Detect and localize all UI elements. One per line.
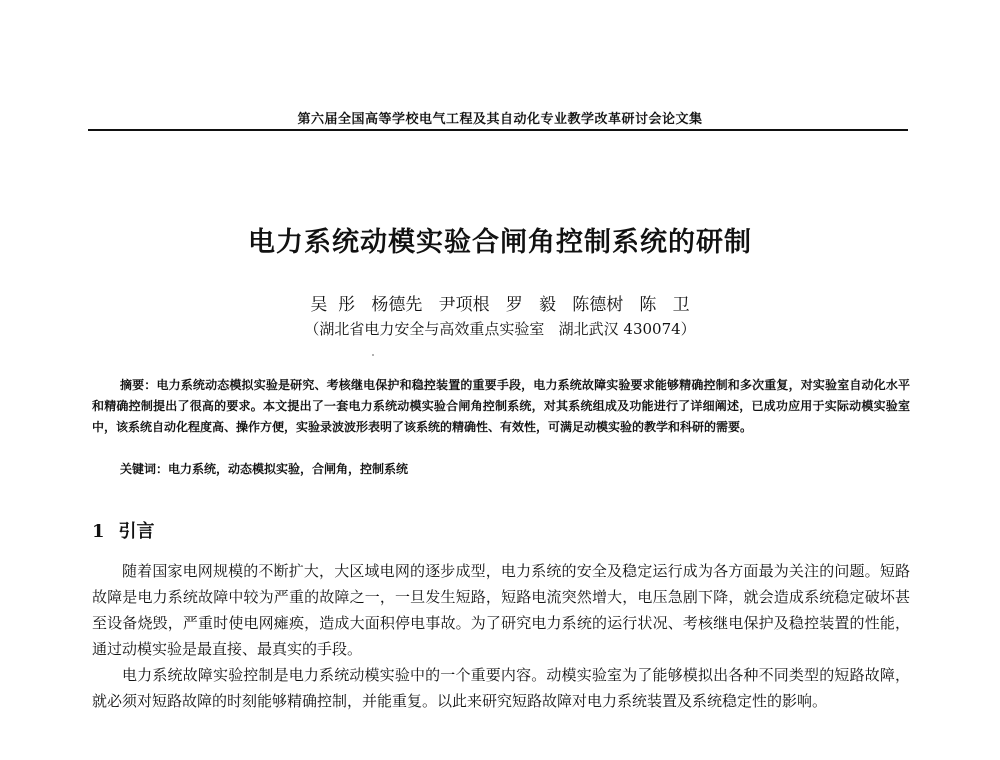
author-list: 吴 彤 杨德先 尹项根 罗 毅 陈德树 陈 卫: [310, 295, 690, 315]
body-paragraph: 随着国家电网规模的不断扩大，大区域电网的逐步成型，电力系统的安全及稳定运行成为各方面最为关注的问题。短路故障是电力系统故障中较为严重的故障之一，一旦发生短路，短路电流突然增大，电压急剧下降，就会造成系统稳定破坏甚至设备烧毁，严重时使电网瘫痪，造成大面积停电事故。为了研究电力系统的运行状况、考核继电保护及稳控装置的性能，通过动模实验是最直接、最真实的手段。: [92, 562, 910, 658]
abstract: 摘要：电力系统动态模拟实验是研究、考核继电保护和稳控装置的重要手段，电力系统故障实验要求能够精确控制和多次重复，对实验室自动化水平和精确控制提出了很高的要求。本文提出了一套电力系统动模实验合闸角控制系统，对其系统组成及功能进行了详细阐述，已成功应用于实际动模实验室中，该系统自动化程度高、操作方便，实验录波波形表明了该系统的精确性、有效性，可满足动模实验的教学和科研的需要。: [92, 378, 910, 434]
section-title: 引言: [118, 521, 155, 542]
stray-mark: [372, 354, 374, 356]
paper-title: 电力系统动模实验合闸角控制系统的研制: [248, 227, 752, 258]
section-number: 1: [92, 521, 105, 542]
section-heading: [92, 517, 155, 543]
header-rule: [88, 129, 908, 131]
keywords: 关键词：电力系统，动态模拟实验，合闸角，控制系统: [120, 462, 409, 476]
affiliation: （湖北省电力安全与高效重点实验室 湖北武汉 430074）: [304, 320, 696, 338]
running-header: 第六届全国高等学校电气工程及其自动化专业教学改革研讨会论文集: [297, 112, 703, 127]
body-paragraph: 电力系统故障实验控制是电力系统动模实验中的一个重要内容。动模实验室为了能够模拟出各种不同类型的短路故障，就必须对短路故障的时刻能够精确控制，并能重复。以此来研究短路故障对电力系统装置及系统稳定性的影响。: [92, 666, 910, 710]
section-body: [92, 558, 910, 714]
